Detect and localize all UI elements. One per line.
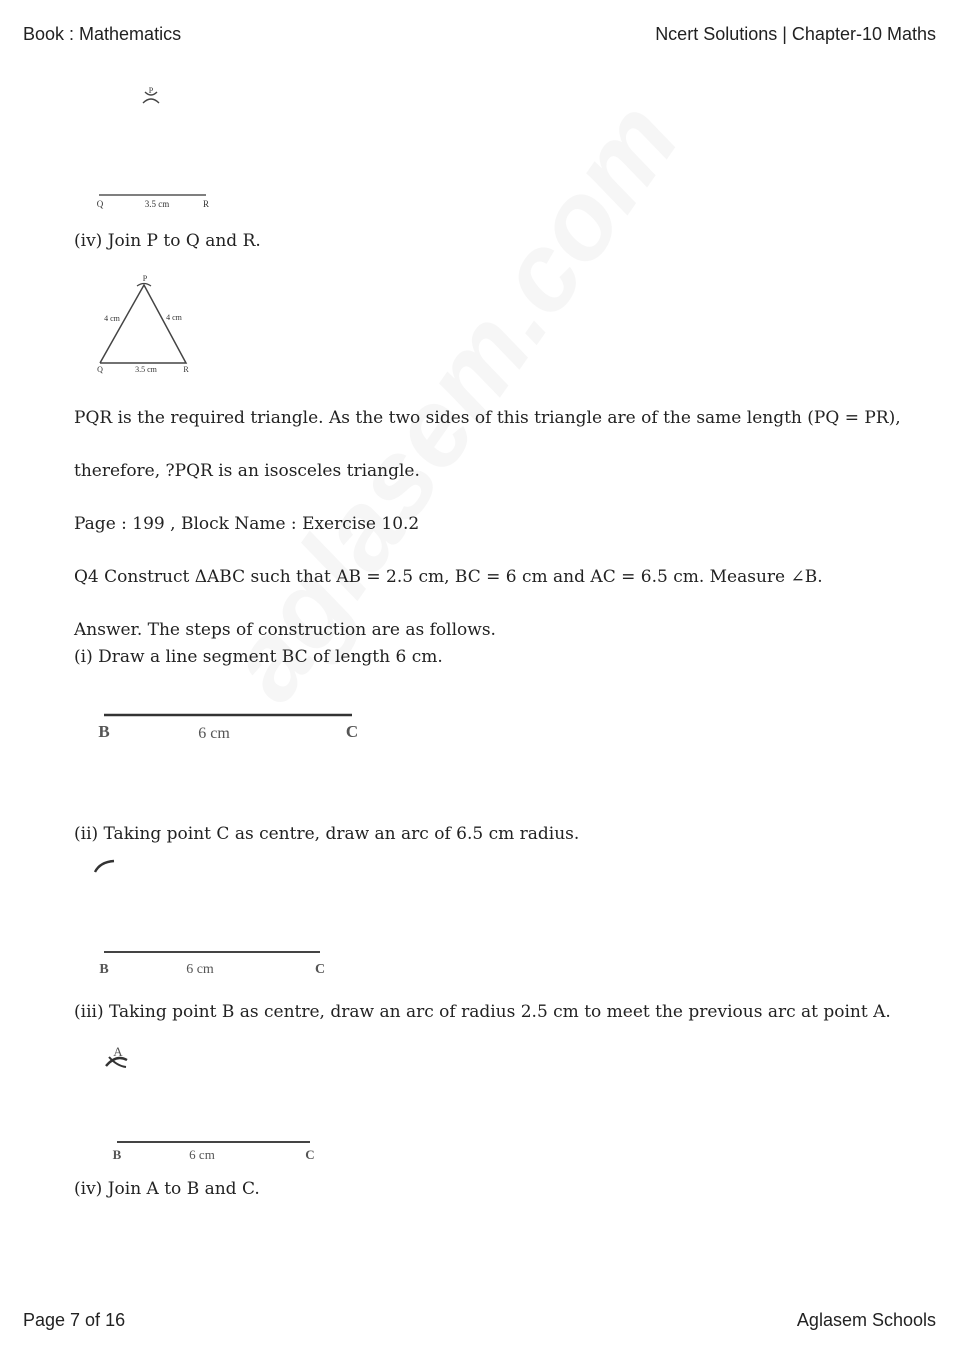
question-4: Q4 Construct ΔABC such that AB = 2.5 cm, BC = 6 cm and AC = 6.5 cm. Measure ∠B. — [74, 567, 823, 587]
label-b: B — [99, 962, 109, 977]
label-c: C — [305, 1147, 315, 1162]
label-pq-length: 4 cm — [104, 314, 120, 323]
step-iii-arc-b: (iii) Taking point B as centre, draw an arc of radius 2.5 cm to meet the previous arc at point A. — [74, 1002, 891, 1022]
label-length: 3.5 cm — [144, 199, 170, 209]
label-c: C — [314, 962, 326, 977]
label-length: 6 cm — [198, 725, 230, 742]
figure-triangle-pqr — [90, 272, 210, 376]
header-book-title: Book : Mathematics — [23, 24, 182, 44]
label-length: 6 cm — [186, 962, 214, 977]
label-qr-length: 3.5 cm — [135, 365, 157, 374]
label-a: A — [113, 1044, 123, 1059]
paragraph-isosceles: therefore, ?PQR is an isosceles triangle. — [74, 461, 420, 481]
label-b: B — [98, 722, 110, 741]
step-iv-join-p: (iv) Join P to Q and R. — [74, 231, 261, 251]
label-q: Q — [96, 199, 104, 209]
label-pr-length: 4 cm — [166, 313, 182, 322]
label-length: 6 cm — [189, 1147, 215, 1162]
step-i-draw-bc: (i) Draw a line segment BC of length 6 cm. — [74, 647, 443, 667]
figure-segment-bc — [92, 700, 372, 750]
label-c: C — [345, 722, 359, 741]
figure-qr-arcs-p — [90, 84, 230, 214]
label-p: P — [142, 274, 148, 283]
label-b: B — [112, 1147, 122, 1162]
label-r: R — [202, 199, 210, 209]
label-p: P — [148, 86, 154, 95]
paragraph-required-triangle: PQR is the required triangle. As the two sides of this triangle are of the same length (PQ = PR), — [74, 408, 901, 428]
footer-page-number: Page 7 of 16 — [23, 1310, 126, 1330]
figure-bc-arc-from-c — [90, 855, 340, 980]
answer-intro: Answer. The steps of construction are as follows. — [74, 620, 496, 640]
step-ii-arc-c: (ii) Taking point C as centre, draw an arc of 6.5 cm radius. — [74, 824, 580, 844]
label-q: Q — [97, 365, 103, 374]
page-block-reference: Page : 199 , Block Name : Exercise 10.2 — [74, 514, 420, 534]
footer-publisher: Aglasem Schools — [796, 1310, 936, 1330]
header-chapter-title: Ncert Solutions | Chapter-10 Maths — [655, 24, 936, 44]
label-r: R — [183, 365, 189, 374]
figure-bc-arcs-a — [100, 1040, 340, 1165]
step-iv-join-a: (iv) Join A to B and C. — [74, 1179, 260, 1199]
